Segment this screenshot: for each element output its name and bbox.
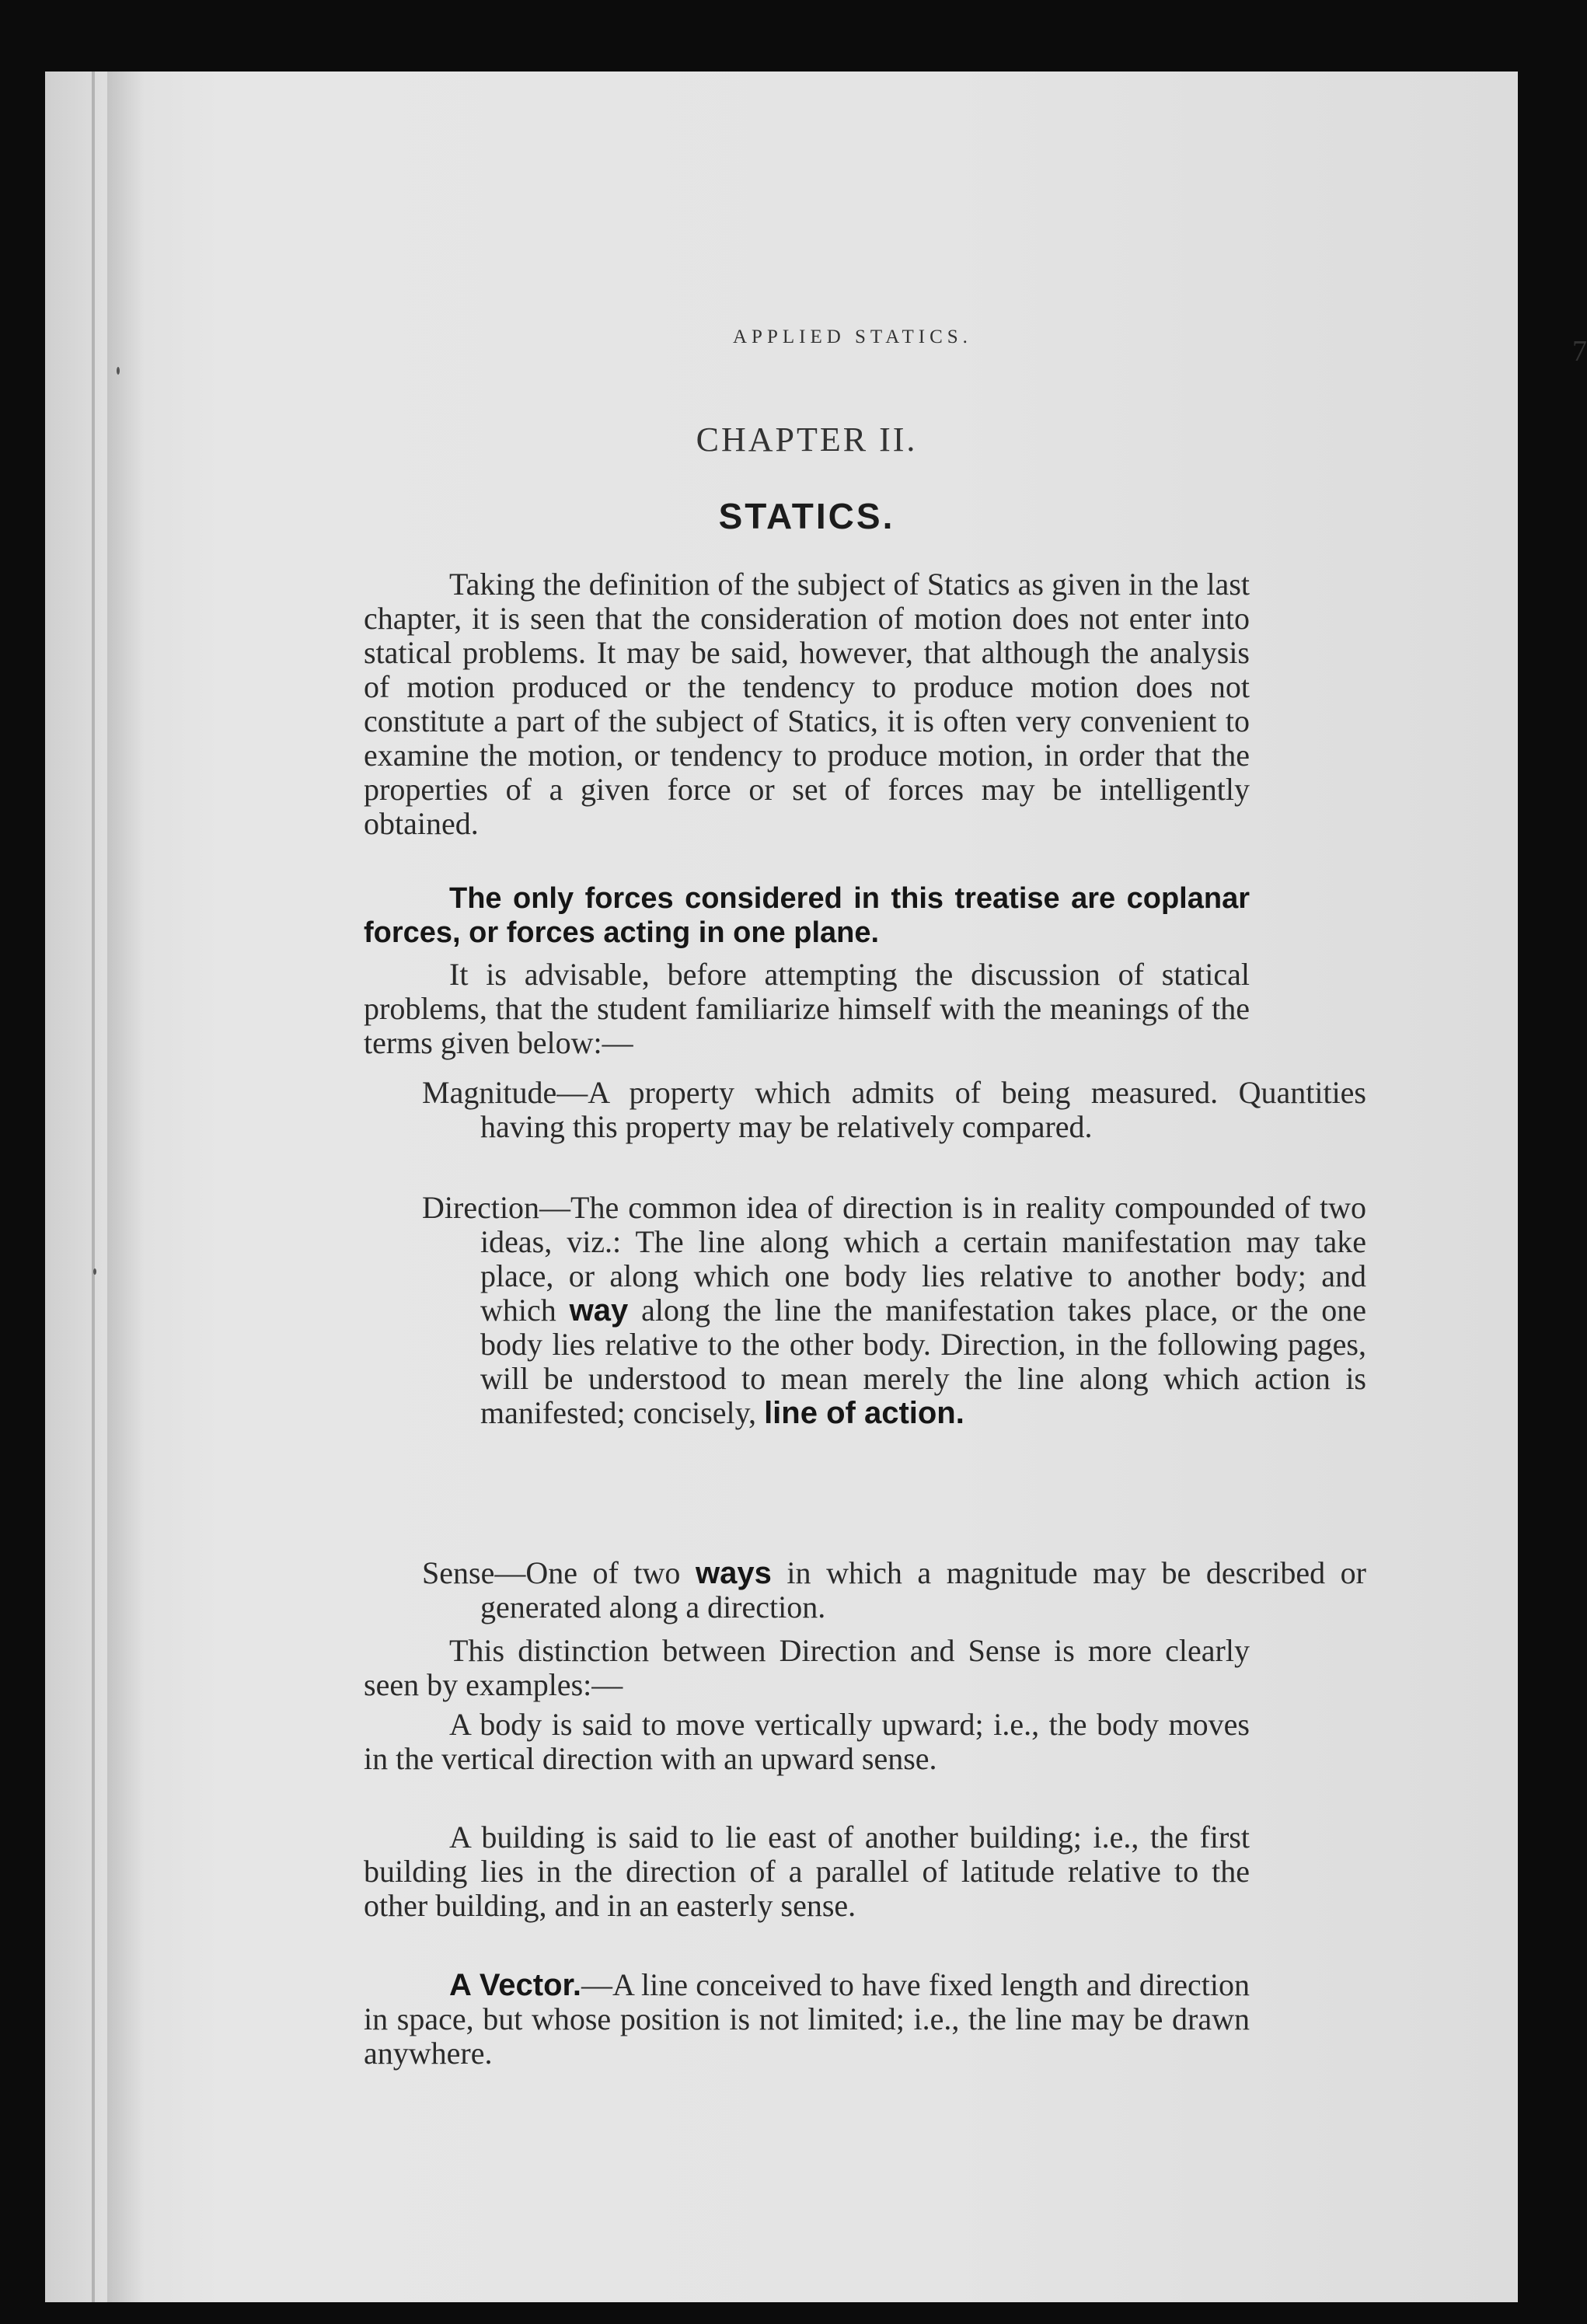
page-gutter-shadow: [107, 72, 154, 2302]
example-body-upward: A body is said to move vertically upward; i.e., the body moves in the vertical direction with an upward sense.: [364, 1707, 1250, 1776]
definition-direction: [364, 1191, 1366, 1430]
sense-ways-term: ways: [695, 1556, 772, 1590]
running-head: APPLIED STATICS.: [733, 326, 972, 347]
chapter-title: STATICS.: [718, 496, 895, 536]
chapter-number: CHAPTER II.: [696, 420, 918, 459]
paragraph-advisable: It is advisable, before attempting the discussion of statical problems, that the student familiarize himself with the meanings of the terms given below:—: [364, 957, 1250, 1060]
example-building-east: A building is said to lie east of another building; i.e., the first building lies in the direction of a parallel of latitude relative to the other building, and in an easterly sense.: [364, 1820, 1250, 1923]
paragraph-distinction: This distinction between Direction and Sense is more clearly seen by examples:—: [364, 1633, 1250, 1702]
line-of-action-term: line of action.: [764, 1396, 964, 1430]
definition-vector: [364, 1968, 1250, 2071]
sense-text-continued: in which a magnitude may be described or generated along a direction.: [480, 1555, 1366, 1624]
direction-way-term: way: [569, 1293, 629, 1328]
page-fold: [92, 72, 95, 2302]
paragraph-definition-of-statics: Taking the definition of the subject of Statics as given in the last chapter, it is seen that the consideration of motion does not enter into statical problems. It may be said, however, that although the analysis of motion produced or the tendency to produce motion does not constitute a part of the subject of Statics, it is often very convenient to examine the motion, or tendency to produce motion, in order that the properties of a given force or set of forces may be intelligently obtained.: [364, 567, 1250, 841]
direction-text: Direction—The common idea of direction is in reality compounded of two ideas, viz.: The line along which a certain manifestation may take place, or along which one body lies relative to another body; and which: [422, 1190, 1366, 1328]
definition-sense: [364, 1556, 1366, 1624]
scan-speck: [93, 1268, 96, 1275]
paragraph-coplanar-forces: The only forces considered in this treatise are coplanar forces, or forces acting in one plane.: [364, 882, 1250, 949]
direction-text-continued: along the line the manifestation takes place, or the one body lies relative to the other body. Direction, in the following pages, will be understood to mean merely the line along which action is manifested; concisely,: [480, 1293, 1366, 1430]
scan-speck: [117, 367, 120, 375]
vector-term: A Vector.: [449, 1968, 582, 2002]
definition-magnitude: Magnitude—A property which admits of being measured. Quantities having this property may be relatively compared.: [422, 1075, 1366, 1144]
book-page: [45, 72, 1587, 2302]
sense-text: Sense—One of two: [422, 1555, 696, 1590]
vector-text: —A line conceived to have fixed length and direction in space, but whose position is not limited; i.e., the line may be drawn anywhere.: [364, 1967, 1250, 2071]
page-number: 7: [1572, 335, 1587, 368]
